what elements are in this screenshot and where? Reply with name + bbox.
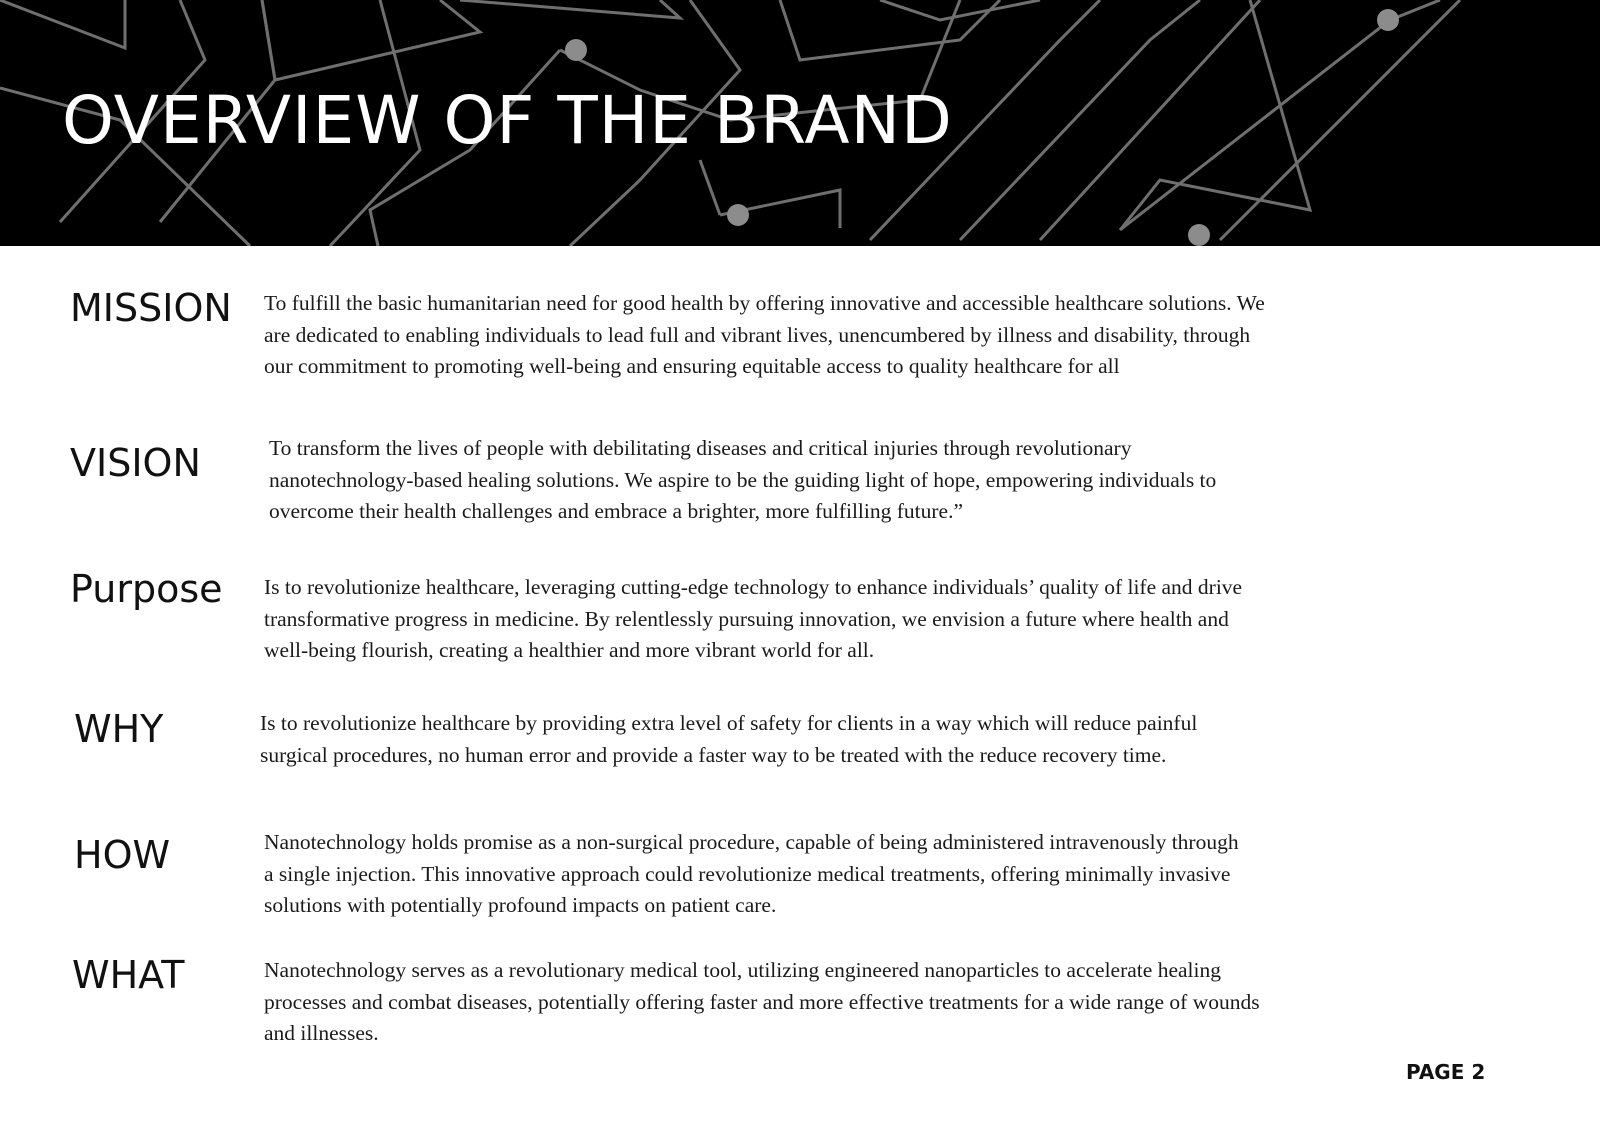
- header-banner: [0, 0, 1600, 246]
- what-heading: WHAT: [72, 953, 185, 997]
- mission-text: To fulfill the basic humanitarian need for good health by offering innovative and accessible healthcare solutions. We are dedicated to enabling individuals to lead full and vibrant lives, unencumbered by illness and disability, through our commitment to promoting well-being and ensuring equitable access to quality healthcare for all: [264, 291, 1265, 378]
- vision-text: To transform the lives of people with debilitating diseases and critical injuries through revolutionary nanotechnology-based healing solutions. We aspire to be the guiding light of hope, empowering individuals to overcome their health challenges and embrace a brighter, more fulfilling future.”: [269, 436, 1217, 523]
- page-title: OVERVIEW OF THE BRAND: [62, 82, 953, 159]
- how-heading: HOW: [74, 833, 171, 877]
- what-text: Nanotechnology serves as a revolutionary medical tool, utilizing engineered nanoparticles to accelerate healing processes and combat diseases, potentially offering faster and more effective treatments for a wide range of wounds and illnesses.: [264, 958, 1260, 1045]
- vision-heading: VISION: [70, 441, 201, 485]
- page-number: PAGE 2: [1406, 1060, 1486, 1084]
- why-text: Is to revolutionize healthcare by providing extra level of safety for clients in a way which will reduce painful surgical procedures, no human error and provide a faster way to be treated with the reduce recovery time.: [260, 711, 1198, 767]
- mission-heading: MISSION: [70, 286, 232, 330]
- why-heading: WHY: [74, 707, 164, 751]
- how-text: Nanotechnology holds promise as a non-surgical procedure, capable of being administered intravenously through a single injection. This innovative approach could revolutionize medical treatments, offering minimally invasive solutions with potentially profound impacts on patient care.: [264, 830, 1239, 917]
- purpose-heading: Purpose: [70, 567, 223, 611]
- purpose-text: Is to revolutionize healthcare, leveraging cutting-edge technology to enhance individuals’ quality of life and drive transformative progress in medicine. By relentlessly pursuing innovation, we envision a future where health and well-being flourish, creating a healthier and more vibrant world for all.: [264, 575, 1243, 662]
